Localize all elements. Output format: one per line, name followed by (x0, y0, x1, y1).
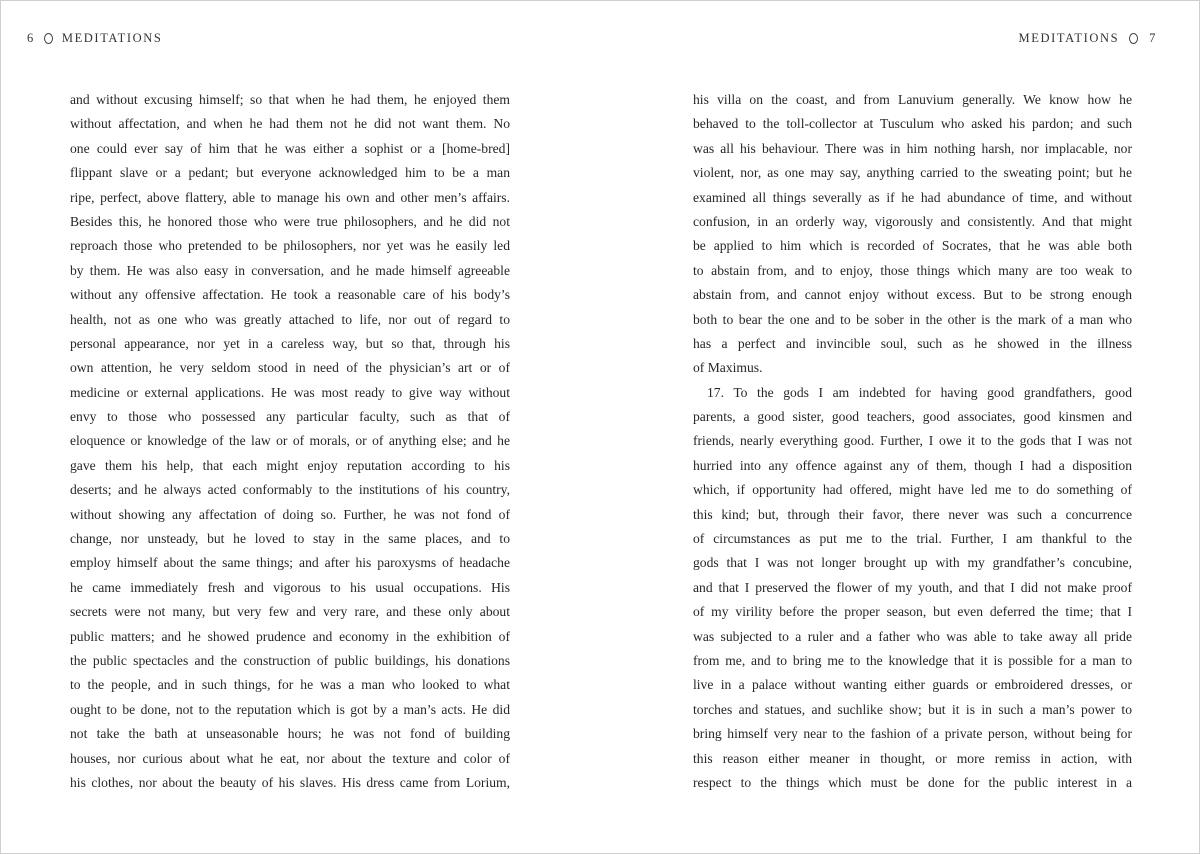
text-line: the public spectacles and the construction of public buildings, his donations (70, 652, 510, 668)
text-line: own attention, he very seldom stood in need of the physician’s art or of (70, 360, 510, 376)
text-line: flippant slave or a pedant; but everyone acknowledged him to be a man (70, 165, 510, 181)
text-line: was all his behaviour. There was in him nothing harsh, nor implacable, nor (693, 140, 1132, 156)
right-body-text (693, 88, 1132, 795)
text-line: this reason either meaner in thought, or more remiss in action, with (693, 750, 1132, 766)
text-line: of Maximus. (693, 360, 763, 376)
left-page (1, 1, 600, 853)
text-line: and without excusing himself; so that when he had them, he enjoyed them (70, 92, 510, 107)
text-line: not take the bath at unseasonable hours; he was not fond of building (70, 726, 510, 742)
text-line: his villa on the coast, and from Lanuvium generally. We know how he (693, 92, 1132, 107)
left-running-title: MEDITATIONS (61, 31, 163, 45)
text-line: gave them his help, that each might enjoy reputation according to his (70, 457, 510, 473)
text-line: one could ever say of him that he was either a sophist or a [home-bred] (70, 140, 510, 156)
text-line: abstain from, and cannot enjoy without excess. But to be strong enough (693, 287, 1132, 303)
text-line: behaved to the toll-collector at Tusculum who asked his pardon; and such (693, 116, 1132, 132)
text-line: houses, nor curious about what he eat, nor about the texture and color of (70, 750, 510, 766)
paragraph-17-start: 17. To the gods I am indebted for having good grandfathers, good (707, 384, 1132, 400)
text-line: secrets were not many, but very few and very rare, and these only about (70, 604, 510, 620)
text-line: his clothes, nor about the beauty of his slaves. His dress came from Lorium, (70, 774, 510, 790)
ring-ornament-icon (1129, 33, 1138, 44)
text-line: without affectation, and when he had them not he did not want them. No (70, 116, 510, 132)
text-line: by them. He was also easy in conversation, and he made himself agreeable (70, 262, 510, 278)
ring-ornament-icon (44, 33, 53, 44)
text-line: medicine or external applications. He was most ready to give way without (70, 384, 510, 400)
text-line: respect to the things which must be done for the public interest in a (693, 774, 1132, 790)
text-line: from me, and to bring me to the knowledge that it is possible for a man to (693, 652, 1132, 668)
text-line: torches and statues, and suchlike show; but it is in such a man’s power to (693, 701, 1132, 717)
text-line: ought to be done, not to the reputation which is got by a man’s acts. He did (70, 701, 510, 717)
text-line: of my virility before the proper season, but even deferred the time; that I (693, 604, 1132, 620)
text-line: confusion, in an orderly way, vigorously and consistently. And that might (693, 213, 1132, 229)
text-line: violent, nor, as one may say, anything carried to the sweating point; but he (693, 165, 1132, 181)
text-line: and that I preserved the flower of my youth, and that I did not make proof (693, 579, 1132, 595)
text-line: live in a palace without wanting either guards or embroidered dresses, or (693, 677, 1132, 693)
text-line: envy to those who possessed any particular faculty, such as that of (70, 409, 510, 425)
text-line: examined all things severally as if he had abundance of time, and without (693, 189, 1132, 205)
text-line: this kind; but, through their favor, there never was such a concurrence (693, 506, 1132, 522)
right-page-number: 7 (1149, 31, 1157, 45)
text-line: deserts; and he always acted conformably to the institutions of his country, (70, 482, 510, 498)
text-line: friends, nearly everything good. Further, I owe it to the gods that I was not (693, 433, 1132, 449)
right-running-head (1019, 31, 1157, 46)
text-line: public matters; and he showed prudence and economy in the exhibition of (70, 628, 510, 644)
text-line: change, nor unsteady, but he loved to stay in the same places, and to (70, 531, 510, 547)
text-line: parents, a good sister, good teachers, good associates, good kinsmen and (693, 409, 1132, 425)
left-page-number: 6 (27, 31, 35, 45)
text-line: be applied to him which is recorded of Socrates, that he was able both (693, 238, 1132, 254)
text-line: to abstain from, and to enjoy, those things which many are too weak to (693, 262, 1132, 278)
text-line: to the people, and in such things, for he was a man who looked to what (70, 677, 510, 693)
text-line: ripe, perfect, above flattery, able to manage his own and other men’s affairs. (70, 189, 510, 205)
text-line: employ himself about the same things; and after his paroxysms of headache (70, 555, 510, 571)
text-line: of circumstances as put me to the trial. Further, I am thankful to the (693, 531, 1132, 547)
text-line: was subjected to a ruler and a father who was able to take away all pride (693, 628, 1132, 644)
left-body-text (70, 88, 510, 795)
left-running-head (27, 31, 162, 46)
text-line: hurried into any offence against any of them, though I had a disposition (693, 457, 1132, 473)
right-page (600, 1, 1199, 853)
text-line: personal appearance, nor yet in a careless way, but so that, through his (70, 335, 510, 351)
text-line: both to bear the one and to be sober in the other is the mark of a man who (693, 311, 1132, 327)
text-line: health, not as one who was greatly attached to life, nor out of regard to (70, 311, 510, 327)
text-line: which, if opportunity had offered, might have led me to do something of (693, 482, 1132, 498)
text-line: without any offensive affectation. He took a reasonable care of his body’s (70, 287, 510, 303)
text-line: he came immediately fresh and vigorous to his usual occupations. His (70, 579, 510, 595)
text-line: Besides this, he honored those who were true philosophers, and he did not (70, 213, 510, 229)
text-line: eloquence or knowledge of the law or of morals, or of anything else; and he (70, 433, 510, 449)
text-line: reproach those who pretended to be philosophers, nor yet was he easily led (70, 238, 510, 254)
text-line: gods that I was not longer brought up with my grandfather’s concubine, (693, 555, 1132, 571)
right-running-title: MEDITATIONS (1018, 31, 1120, 45)
text-line: bring himself very near to the fashion of a private person, without being for (693, 726, 1132, 742)
text-line: without showing any affectation of doing so. Further, he was not fond of (70, 506, 510, 522)
text-line: has a perfect and invincible soul, such as he showed in the illness (693, 335, 1132, 351)
